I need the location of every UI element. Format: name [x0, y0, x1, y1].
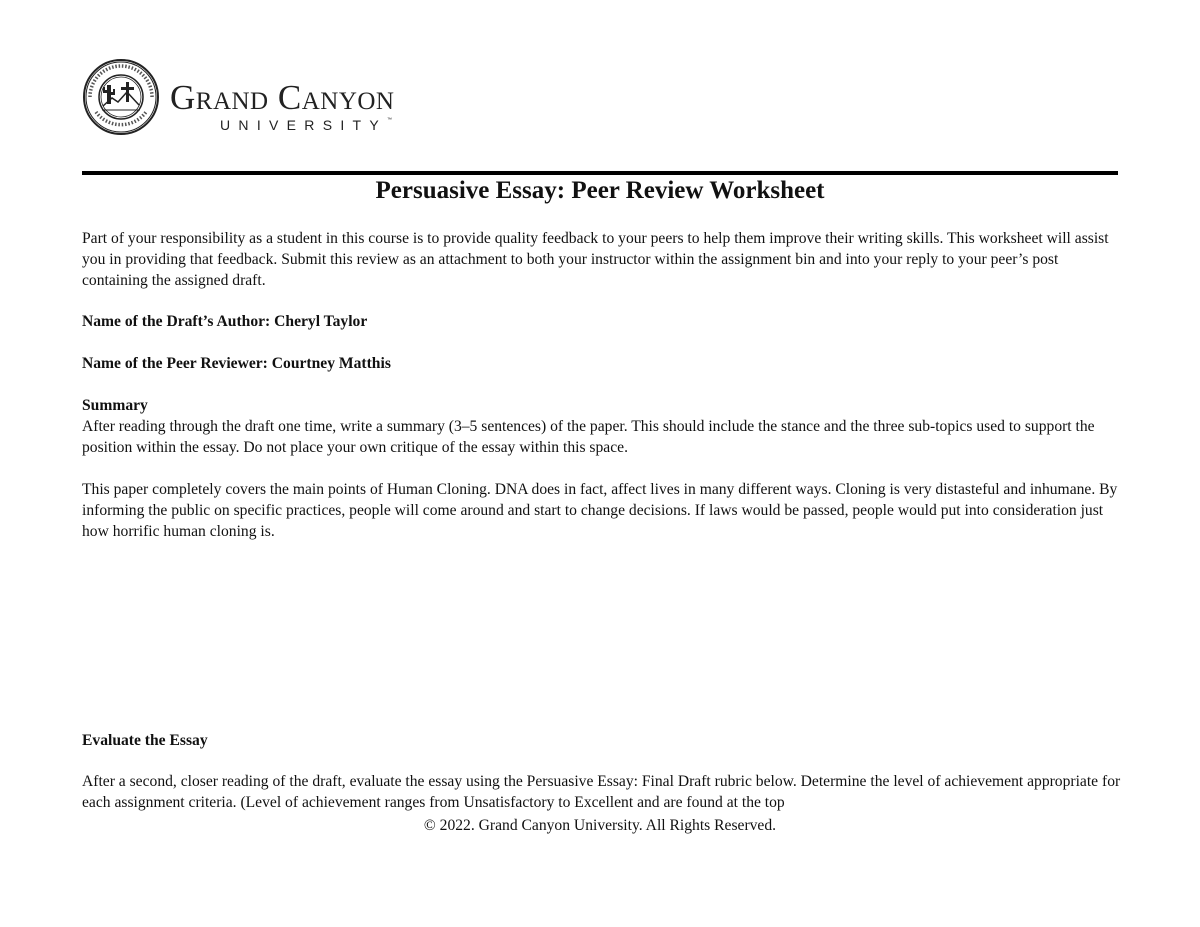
author-name: Name of the Draft’s Author: Cheryl Taylor [82, 313, 368, 330]
evaluate-instructions: After a second, closer reading of the draft, evaluate the essay using the Persuasive Essay: Final Draft rubric below. Determine the level of achievement appropriate for each assignment criteria. (Level of achievement ranges from Unsatisfactory to Excellent and are found at the top [82, 773, 1121, 811]
summary-response: This paper completely covers the main points of Human Cloning. DNA does in fact, affect lives in many different ways. Cloning is very distasteful and inhumane. By informing the public on specific practices, people will come around and start to change decisions. If laws would be passed, people would put into consideration just how horrific human cloning is. [82, 481, 1118, 540]
university-seal-icon [82, 58, 160, 136]
copyright-footer: © 2022. Grand Canyon University. All Rights Reserved. [423, 817, 777, 834]
evaluate-heading: Evaluate the Essay [82, 732, 208, 749]
summary-heading: Summary [82, 397, 148, 414]
logo-subtitle: UNIVERSITY™ [220, 117, 393, 133]
summary-instructions: After reading through the draft one time, write a summary (3–5 sentences) of the paper. This should include the stance and the three sub-topics used to support the position within the essay. Do not place your own critique of the essay within this space. [82, 418, 1095, 456]
header-divider [82, 171, 1118, 175]
intro-paragraph: Part of your responsibility as a student in this course is to provide quality feedback to your peers to help them improve their writing skills. This worksheet will assist you in providing that feedback. Submit this review as an attachment to both your instructor within the assignment bin and into your reply to your peer’s post containing the assigned draft. [82, 230, 1109, 289]
logo-wordmark: Grand Canyon [170, 78, 395, 117]
university-logo [82, 58, 482, 138]
page-title: Persuasive Essay: Peer Review Worksheet [375, 177, 825, 204]
reviewer-name: Name of the Peer Reviewer: Courtney Matthis [82, 355, 391, 372]
